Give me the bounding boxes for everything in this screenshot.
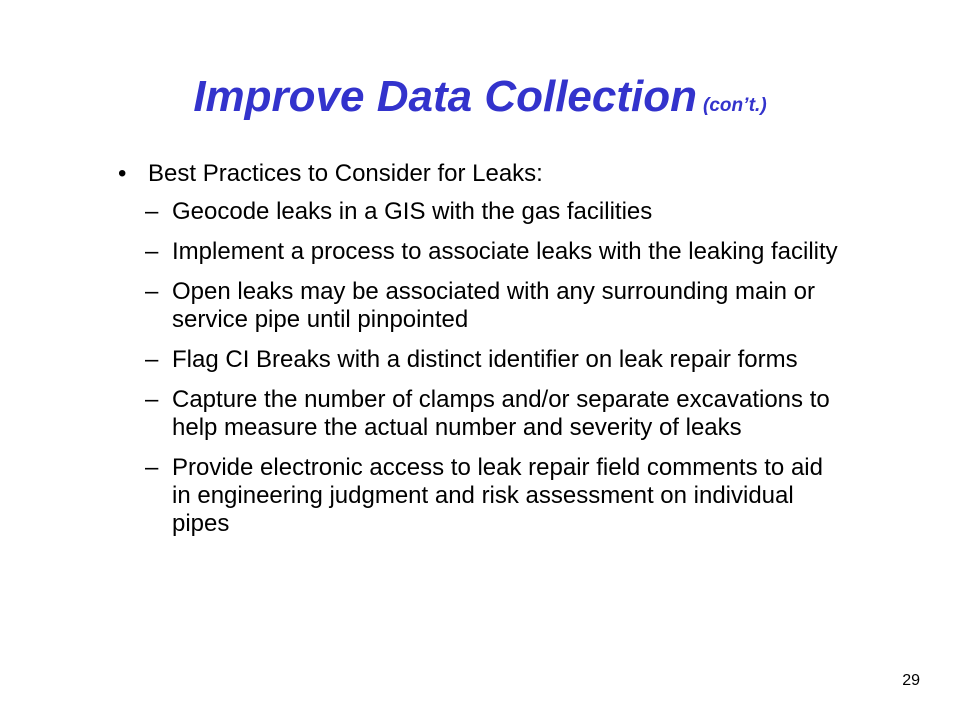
sub-bullet-item — [118, 198, 858, 226]
sub-bullet-item — [118, 386, 858, 442]
sub-bullet-text: Open leaks may be associated with any surrounding main or service pipe until pinpointed — [172, 278, 816, 333]
sub-bullet-list — [118, 198, 858, 538]
sub-bullet-item — [118, 454, 858, 538]
sub-bullet-text: Geocode leaks in a GIS with the gas facilities — [172, 198, 653, 225]
dash-icon: – — [145, 278, 159, 305]
sub-bullet-item — [118, 346, 858, 374]
main-bullet — [118, 160, 858, 188]
page-number: 29 — [902, 672, 920, 689]
sub-bullet-item — [118, 238, 858, 266]
sub-bullet-text: Flag CI Breaks with a distinct identifier on leak repair forms — [172, 346, 798, 373]
dash-icon: – — [145, 198, 159, 225]
dash-icon: – — [145, 386, 159, 413]
title-main: Improve Data Collection — [193, 72, 697, 121]
sub-bullet-text: Capture the number of clamps and/or separate excavations to help measure the actual number and severity of leaks — [172, 386, 830, 441]
sub-bullet-item — [118, 278, 858, 334]
title-suffix: (con’t.) — [703, 95, 767, 116]
sub-bullet-text: Provide electronic access to leak repair field comments to aid in engineering judgment and risk assessment on individual pipes — [172, 454, 823, 537]
slide-content — [118, 160, 858, 550]
main-bullet-text: Best Practices to Consider for Leaks: — [148, 160, 543, 187]
slide-title — [0, 72, 960, 122]
bullet-dot-icon: • — [118, 160, 127, 187]
sub-bullet-text: Implement a process to associate leaks with the leaking facility — [172, 238, 838, 265]
dash-icon: – — [145, 454, 159, 481]
dash-icon: – — [145, 346, 159, 373]
dash-icon: – — [145, 238, 159, 265]
